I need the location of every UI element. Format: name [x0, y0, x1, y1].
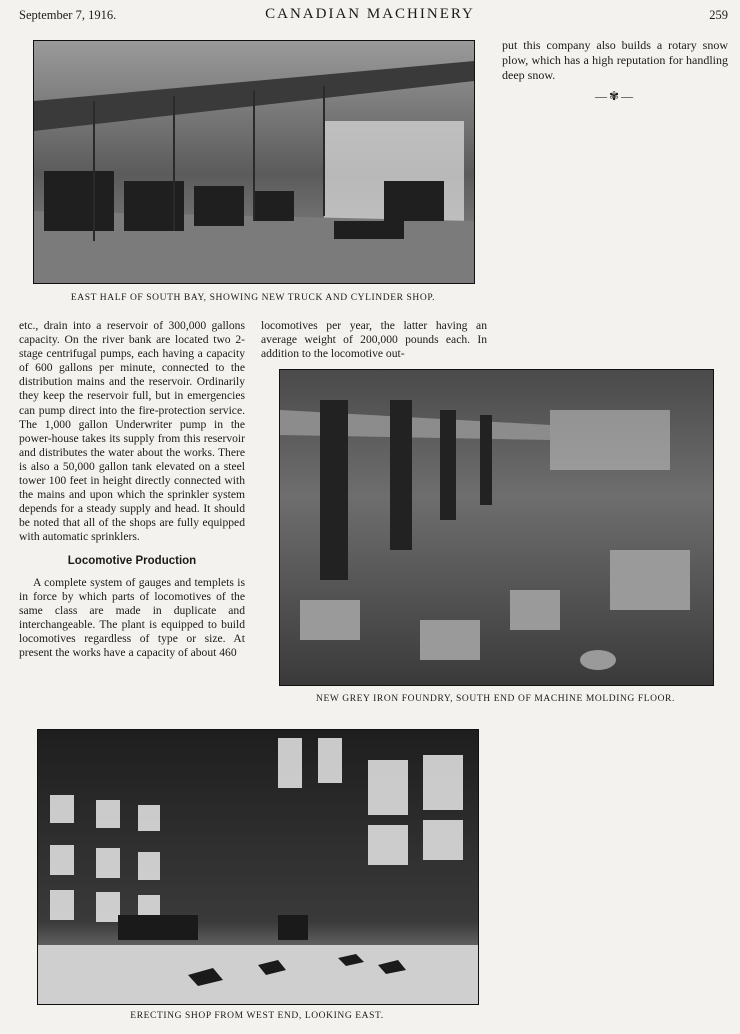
- journal-title: CANADIAN MACHINERY: [265, 6, 475, 22]
- left-column: [19, 319, 245, 660]
- foundry-illustration: [280, 370, 713, 685]
- erecting-shop-illustration: [38, 730, 478, 1004]
- left-column-para1: etc., drain into a reservoir of 300,000 gallons capacity. On the river bank are located two 2-stage centrifugal pumps, each having a capacity of 600 gallons per minute, connected to the distribution mains and the reservoir. Ordinarily they keep the reservoir full, but in emergencies can pump direct into the fire-protection service. The 1,000 gallon Underwriter pump in the power-house takes its supply from this reservoir and distributes the water about the works. There is also a 50,000 gallon tank elevated on a steel tower 100 feet in height directly connected with the mains and upon which the sprinkler system depends for a steady supply and head. It should be noted that all of the shops are fully equipped with automatic sprinklers.: [19, 319, 245, 544]
- foundry-photo: [279, 369, 714, 686]
- middle-column-para: locomotives per year, the latter having an average weight of 200,000 pounds each. In addition to the locomotive out-: [261, 319, 487, 361]
- header-date: September 7, 1916.: [19, 8, 117, 22]
- ornament: —✾—: [594, 89, 636, 103]
- truck-shop-photo: [33, 40, 475, 284]
- middle-column: [261, 319, 487, 361]
- top-right-text: put this company also builds a rotary snow plow, which has a high reputation for handling deep snow.: [502, 38, 728, 82]
- erecting-shop-photo: [37, 729, 479, 1005]
- erecting-shop-caption: ERECTING SHOP FROM WEST END, LOOKING EAST.: [130, 1011, 384, 1021]
- left-column-para2: A complete system of gauges and templets is in force by which parts of locomotives of the same class are made in duplicate and interchangeable. The plant is equipped to build locomotives regardless of type or size. At present the works have a capacity of about 460: [19, 575, 245, 660]
- section-heading: Locomotive Production: [67, 554, 197, 567]
- page-number: 259: [709, 8, 728, 22]
- foundry-caption: NEW GREY IRON FOUNDRY, SOUTH END OF MACHINE MOLDING FLOOR.: [316, 694, 675, 704]
- truck-shop-illustration: [34, 41, 474, 283]
- truck-shop-caption: EAST HALF OF SOUTH BAY, SHOWING NEW TRUCK AND CYLINDER SHOP.: [70, 293, 436, 303]
- top-right-paragraph: [502, 38, 728, 83]
